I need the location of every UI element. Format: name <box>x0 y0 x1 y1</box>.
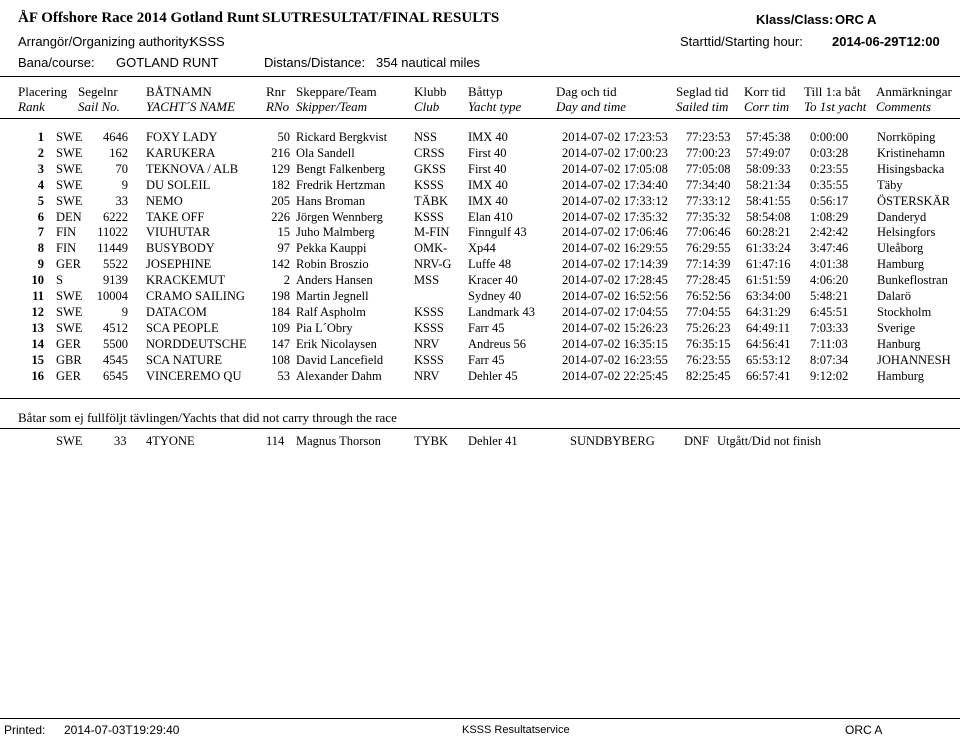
service-name: KSSS Resultatservice <box>462 724 570 736</box>
cell-comment: Helsingfors <box>877 225 936 240</box>
cell-skipper: Rickard Bergkvist <box>296 130 388 144</box>
results-title: SLUTRESULTAT/FINAL RESULTS <box>262 10 500 26</box>
cell-yacht: NEMO <box>146 193 183 208</box>
cell-sailno: 5522 <box>103 257 128 272</box>
table-row <box>0 194 960 210</box>
cell-yacht: TAKE OFF <box>146 209 205 224</box>
cell-corr: 65:53:12 <box>746 352 791 367</box>
table-row <box>0 305 960 321</box>
cell-skipper: Ralf Aspholm <box>296 304 366 319</box>
cell-skipper: Martin Jegnell <box>296 289 369 303</box>
cell-corr: 64:49:11 <box>746 320 790 335</box>
cell-comment: Bunkeflostran <box>877 273 948 288</box>
cell-type: Sydney 40 <box>468 289 522 303</box>
table-row <box>0 146 960 162</box>
dnf-row <box>0 434 960 450</box>
cell-nation: GER <box>56 368 81 383</box>
cell-first: 8:07:34 <box>810 352 849 367</box>
cell-club: KSSS <box>414 352 444 367</box>
cell-club: NSS <box>414 130 437 144</box>
header-divider <box>0 76 960 77</box>
col-daytime-en: Day and time <box>556 99 627 114</box>
cell-comment: JOHANNESH <box>877 352 951 367</box>
cell-first: 6:45:51 <box>810 304 849 319</box>
cell-yacht: BUSYBODY <box>146 241 215 256</box>
cell-sailno: 9 <box>121 177 128 192</box>
cell-sailno: 33 <box>115 193 128 208</box>
dnf-city: SUNDBYBERG <box>570 434 655 448</box>
cell-rno: 147 <box>271 336 290 351</box>
col-yacht-en: YACHT´S NAME <box>146 99 236 114</box>
cell-sailno: 5500 <box>103 336 128 351</box>
dnf-remark: Utgått/Did not finish <box>717 434 822 448</box>
cell-type: Andreus 56 <box>468 336 526 351</box>
col-yacht-sv: BÅTNAMN <box>146 84 212 99</box>
results-divider <box>0 398 960 399</box>
cell-first: 0:56:17 <box>810 193 849 208</box>
cell-type: Farr 45 <box>468 352 505 367</box>
cell-club: KSSS <box>414 177 444 192</box>
cell-rno: 50 <box>277 130 290 144</box>
cell-nation: SWE <box>56 177 83 192</box>
table-row <box>0 289 960 305</box>
col-rno-sv: Rnr <box>266 84 286 99</box>
cell-rank: 2 <box>37 145 44 160</box>
cell-first: 3:47:46 <box>810 241 849 256</box>
cell-corr: 58:09:33 <box>746 161 791 176</box>
cell-type: Xp44 <box>468 241 496 256</box>
cell-nation: GER <box>56 336 81 351</box>
cell-comment: Hisingsbacka <box>877 161 945 176</box>
cell-rank: 5 <box>37 193 44 208</box>
table-row <box>0 210 960 226</box>
cell-daytime: 2014-07-02 17:00:23 <box>562 145 668 160</box>
cell-rno: 2 <box>283 273 290 288</box>
col-first-sv: Till 1:a båt <box>804 84 861 99</box>
cell-skipper: Fredrik Hertzman <box>296 177 386 192</box>
cell-type: Luffe 48 <box>468 257 512 272</box>
cell-rno: 15 <box>277 225 290 240</box>
cell-rank: 4 <box>37 177 44 192</box>
cell-daytime: 2014-07-02 16:23:55 <box>562 352 668 367</box>
col-club-en: Club <box>414 99 440 114</box>
cell-first: 2:42:42 <box>810 225 849 240</box>
cell-rank: 3 <box>37 161 44 176</box>
cell-club: M-FIN <box>414 225 450 240</box>
cell-sailed: 77:05:08 <box>686 161 731 176</box>
cell-sailno: 9 <box>121 304 128 319</box>
footer-class: ORC A <box>845 723 883 737</box>
cell-sailno: 6545 <box>103 368 128 383</box>
cell-corr: 57:45:38 <box>746 130 791 144</box>
cell-nation: SWE <box>56 130 83 144</box>
cell-first: 7:11:03 <box>810 336 848 351</box>
cell-yacht: DU SOLEIL <box>146 177 211 192</box>
cell-nation: DEN <box>56 209 82 224</box>
authority-value: KSSS <box>190 34 225 49</box>
cell-club: CRSS <box>414 145 445 160</box>
table-row <box>0 130 960 146</box>
cell-corr: 64:56:41 <box>746 336 791 351</box>
cell-club: KSSS <box>414 209 444 224</box>
cell-rank: 8 <box>37 241 44 256</box>
col-sailed-sv: Seglad tid <box>676 84 729 99</box>
cell-yacht: VINCEREMO QU <box>146 368 242 383</box>
cell-daytime: 2014-07-02 17:34:40 <box>562 177 668 192</box>
cell-comment: Uleåborg <box>877 241 924 256</box>
cell-type: Farr 45 <box>468 320 505 335</box>
cell-sailed: 77:23:53 <box>686 130 731 144</box>
cell-daytime: 2014-07-02 15:26:23 <box>562 320 668 335</box>
cell-rno: 108 <box>271 352 290 367</box>
cell-sailno: 4646 <box>103 130 128 144</box>
cell-skipper: Bengt Falkenberg <box>296 161 385 176</box>
cell-comment: Norrköping <box>877 130 936 144</box>
cell-rno: 142 <box>271 257 290 272</box>
cell-corr: 61:51:59 <box>746 273 791 288</box>
col-sailed-en: Sailed tim <box>676 99 729 114</box>
cell-type: Kracer 40 <box>468 273 518 288</box>
authority-label: Arrangör/Organizing authority: <box>18 34 193 49</box>
cell-sailno: 70 <box>115 161 128 176</box>
cell-sailno: 9139 <box>103 273 128 288</box>
cell-yacht: SCA NATURE <box>146 352 223 367</box>
cell-comment: Hanburg <box>877 336 921 351</box>
cell-nation: SWE <box>56 193 83 208</box>
cell-skipper: David Lancefield <box>296 352 384 367</box>
cell-sailno: 4545 <box>103 352 128 367</box>
cell-daytime: 2014-07-02 22:25:45 <box>562 368 668 383</box>
cell-sailno: 10004 <box>96 289 128 303</box>
cell-first: 0:35:55 <box>810 177 849 192</box>
distance-label: Distans/Distance: <box>264 55 366 70</box>
cell-yacht: NORDDEUTSCHE <box>146 336 247 351</box>
cell-rank: 12 <box>31 304 44 319</box>
cell-daytime: 2014-07-02 17:23:53 <box>562 130 668 144</box>
dnf-rno: 114 <box>266 434 285 448</box>
cell-comment: Kristinehamn <box>877 145 946 160</box>
cell-club: OMK- <box>414 241 448 256</box>
class-label: Klass/Class: <box>756 12 834 27</box>
cell-sailed: 77:33:12 <box>686 193 731 208</box>
cell-sailed: 77:04:55 <box>686 304 731 319</box>
printed-value: 2014-07-03T19:29:40 <box>64 723 180 737</box>
table-row <box>0 225 960 241</box>
cell-type: Dehler 45 <box>468 368 518 383</box>
col-club-sv: Klubb <box>414 84 447 99</box>
cell-comment: Hamburg <box>877 257 924 272</box>
cell-sailed: 77:28:45 <box>686 273 731 288</box>
cell-club: NRV-G <box>414 257 452 272</box>
cell-rno: 198 <box>271 289 290 303</box>
cell-club: NRV <box>414 336 440 351</box>
cell-corr: 61:33:24 <box>746 241 791 256</box>
cell-yacht: FOXY LADY <box>146 130 218 144</box>
cell-yacht: VIUHUTAR <box>146 225 211 240</box>
cell-club: GKSS <box>414 161 446 176</box>
cell-corr: 58:54:08 <box>746 209 791 224</box>
cell-yacht: SCA PEOPLE <box>146 320 219 335</box>
col-rank-en: Rank <box>18 99 45 114</box>
cell-rno: 226 <box>271 209 290 224</box>
course-value: GOTLAND RUNT <box>116 55 219 70</box>
cell-skipper: Anders Hansen <box>296 273 373 288</box>
cell-sailed: 76:29:55 <box>686 241 731 256</box>
col-corr-sv: Korr tid <box>744 84 786 99</box>
dnf-status: DNF <box>684 434 710 448</box>
cell-club: KSSS <box>414 320 444 335</box>
cell-daytime: 2014-07-02 17:33:12 <box>562 193 668 208</box>
cell-corr: 61:47:16 <box>746 257 791 272</box>
cell-sailed: 76:23:55 <box>686 352 731 367</box>
cell-nation: S <box>56 273 63 288</box>
cell-nation: FIN <box>56 225 77 240</box>
cell-first: 5:48:21 <box>810 289 849 303</box>
cell-skipper: Robin Broszio <box>296 257 369 272</box>
cell-nation: GBR <box>56 352 82 367</box>
cell-nation: SWE <box>56 289 83 303</box>
table-row <box>0 321 960 337</box>
col-sailno-sv: Segelnr <box>78 84 118 99</box>
class-value: ORC A <box>835 12 877 27</box>
cell-yacht: KRACKEMUT <box>146 273 226 288</box>
cell-comment: Täby <box>877 177 903 192</box>
col-first-en: To 1st yacht <box>804 99 867 114</box>
cell-first: 9:12:02 <box>810 368 849 383</box>
cell-daytime: 2014-07-02 17:06:46 <box>562 225 668 240</box>
table-row <box>0 257 960 273</box>
cell-rank: 10 <box>31 273 44 288</box>
cell-comment: Sverige <box>877 320 916 335</box>
cell-type: IMX 40 <box>468 130 508 144</box>
cell-sailed: 77:00:23 <box>686 145 731 160</box>
cell-rank: 9 <box>37 257 44 272</box>
table-row <box>0 178 960 194</box>
cell-club: KSSS <box>414 304 444 319</box>
cell-comment: Hamburg <box>877 368 924 383</box>
cell-type: First 40 <box>468 145 507 160</box>
table-row <box>0 241 960 257</box>
cell-corr: 58:41:55 <box>746 193 791 208</box>
cell-type: First 40 <box>468 161 507 176</box>
col-skipper-sv: Skeppare/Team <box>296 84 377 99</box>
cell-daytime: 2014-07-02 16:35:15 <box>562 336 668 351</box>
cell-type: Landmark 43 <box>468 304 535 319</box>
cell-rank: 11 <box>32 289 44 303</box>
cell-sailed: 77:35:32 <box>686 209 731 224</box>
cell-rno: 216 <box>271 145 290 160</box>
cell-corr: 60:28:21 <box>746 225 791 240</box>
cell-rno: 97 <box>277 241 290 256</box>
cell-first: 0:23:55 <box>810 161 849 176</box>
cell-rank: 16 <box>31 368 44 383</box>
cell-comment: Stockholm <box>877 304 932 319</box>
col-rno-en: RNo <box>266 99 290 114</box>
cell-nation: GER <box>56 257 81 272</box>
cell-skipper: Ola Sandell <box>296 145 355 160</box>
cell-sailed: 82:25:45 <box>686 368 731 383</box>
cell-sailno: 11022 <box>97 225 128 240</box>
cell-sailed: 77:34:40 <box>686 177 731 192</box>
cell-comment: ÖSTERSKÄR <box>877 193 950 208</box>
cell-sailno: 4512 <box>103 320 128 335</box>
cell-club: TÄBK <box>414 193 449 208</box>
col-type-en: Yacht type <box>468 99 522 114</box>
cell-rank: 14 <box>31 336 44 351</box>
cell-first: 7:03:33 <box>810 320 849 335</box>
event-title: ÅF Offshore Race 2014 Gotland Runt <box>18 10 260 26</box>
start-value: 2014-06-29T12:00 <box>832 34 940 49</box>
cell-daytime: 2014-07-02 16:52:56 <box>562 289 668 303</box>
cell-corr: 58:21:34 <box>746 177 791 192</box>
cell-sailed: 76:52:56 <box>686 289 731 303</box>
dnf-club: TYBK <box>414 434 449 448</box>
cell-club: NRV <box>414 368 440 383</box>
printed-label: Printed: <box>4 723 46 737</box>
cell-daytime: 2014-07-02 17:05:08 <box>562 161 668 176</box>
cell-first: 4:06:20 <box>810 273 849 288</box>
cell-rank: 15 <box>31 352 44 367</box>
cell-skipper: Alexander Dahm <box>296 368 382 383</box>
col-type-sv: Båttyp <box>468 84 503 99</box>
cell-first: 1:08:29 <box>810 209 849 224</box>
cell-corr: 64:31:29 <box>746 304 791 319</box>
cell-skipper: Jörgen Wennberg <box>296 209 383 224</box>
dnf-skipper: Magnus Thorson <box>296 434 381 448</box>
cell-sailed: 75:26:23 <box>686 320 731 335</box>
distance-value: 354 nautical miles <box>376 55 481 70</box>
dnf-nation: SWE <box>56 434 83 448</box>
cell-skipper: Erik Nicolaysen <box>296 336 377 351</box>
cell-nation: SWE <box>56 304 83 319</box>
cell-rno: 184 <box>271 304 290 319</box>
col-skipper-en: Skipper/Team <box>296 99 368 114</box>
cell-nation: FIN <box>56 241 77 256</box>
cell-rno: 53 <box>277 368 290 383</box>
cell-sailed: 77:14:39 <box>686 257 731 272</box>
cell-sailed: 77:06:46 <box>686 225 731 240</box>
cell-daytime: 2014-07-02 17:04:55 <box>562 304 668 319</box>
cell-skipper: Pia L´Obry <box>296 320 353 335</box>
cell-comment: Danderyd <box>877 209 927 224</box>
cell-rank: 6 <box>37 209 44 224</box>
cell-rno: 205 <box>271 193 290 208</box>
cell-skipper: Hans Broman <box>296 193 366 208</box>
dnf-divider <box>0 428 960 429</box>
cell-yacht: JOSEPHINE <box>146 257 212 272</box>
cell-corr: 57:49:07 <box>746 145 791 160</box>
course-label: Bana/course: <box>18 55 95 70</box>
cell-type: IMX 40 <box>468 193 508 208</box>
col-sailno-en: Sail No. <box>78 99 120 114</box>
cell-nation: SWE <box>56 145 83 160</box>
cell-yacht: KARUKERA <box>146 145 216 160</box>
cell-yacht: CRAMO SAILING <box>146 289 245 303</box>
cell-rno: 109 <box>271 320 290 335</box>
start-label: Starttid/Starting hour: <box>680 34 803 49</box>
col-daytime-sv: Dag och tid <box>556 84 617 99</box>
cell-daytime: 2014-07-02 17:14:39 <box>562 257 668 272</box>
col-corr-en: Corr tim <box>744 99 790 114</box>
col-rank-sv: Placering <box>18 84 68 99</box>
cell-skipper: Juho Malmberg <box>296 225 375 240</box>
footer-divider <box>0 718 960 719</box>
cell-daytime: 2014-07-02 17:28:45 <box>562 273 668 288</box>
col-comments-en: Comments <box>876 99 931 114</box>
cell-sailed: 76:35:15 <box>686 336 731 351</box>
cell-nation: SWE <box>56 161 83 176</box>
cell-rno: 182 <box>271 177 290 192</box>
cell-rank: 1 <box>37 130 44 144</box>
dnf-heading: Båtar som ej fullföljt tävlingen/Yachts that did not carry through the race <box>18 410 397 425</box>
table-row <box>0 273 960 289</box>
table-row <box>0 353 960 369</box>
cell-type: Finngulf 43 <box>468 225 527 240</box>
cell-sailno: 6222 <box>103 209 128 224</box>
cell-type: IMX 40 <box>468 177 508 192</box>
cell-sailno: 11449 <box>97 241 128 256</box>
col-comments-sv: Anmärkningar <box>876 84 952 99</box>
cell-skipper: Pekka Kauppi <box>296 241 367 256</box>
table-header-divider <box>0 118 960 119</box>
dnf-sailno: 33 <box>114 434 127 448</box>
cell-daytime: 2014-07-02 16:29:55 <box>562 241 668 256</box>
cell-yacht: TEKNOVA / ALB <box>146 161 239 176</box>
cell-corr: 63:34:00 <box>746 289 791 303</box>
cell-nation: SWE <box>56 320 83 335</box>
cell-comment: Dalarö <box>877 289 912 303</box>
cell-first: 4:01:38 <box>810 257 849 272</box>
cell-sailno: 162 <box>109 145 128 160</box>
cell-first: 0:03:28 <box>810 145 849 160</box>
cell-rank: 7 <box>37 225 44 240</box>
dnf-type: Dehler 41 <box>468 434 518 448</box>
cell-club: MSS <box>414 273 440 288</box>
cell-first: 0:00:00 <box>810 130 849 144</box>
cell-corr: 66:57:41 <box>746 368 791 383</box>
cell-yacht: DATACOM <box>146 304 207 319</box>
cell-type: Elan 410 <box>468 209 513 224</box>
cell-rno: 129 <box>271 161 290 176</box>
table-row <box>0 369 960 385</box>
table-row <box>0 162 960 178</box>
table-row <box>0 337 960 353</box>
cell-rank: 13 <box>31 320 44 335</box>
cell-daytime: 2014-07-02 17:35:32 <box>562 209 668 224</box>
dnf-yacht: 4TYONE <box>146 434 195 448</box>
